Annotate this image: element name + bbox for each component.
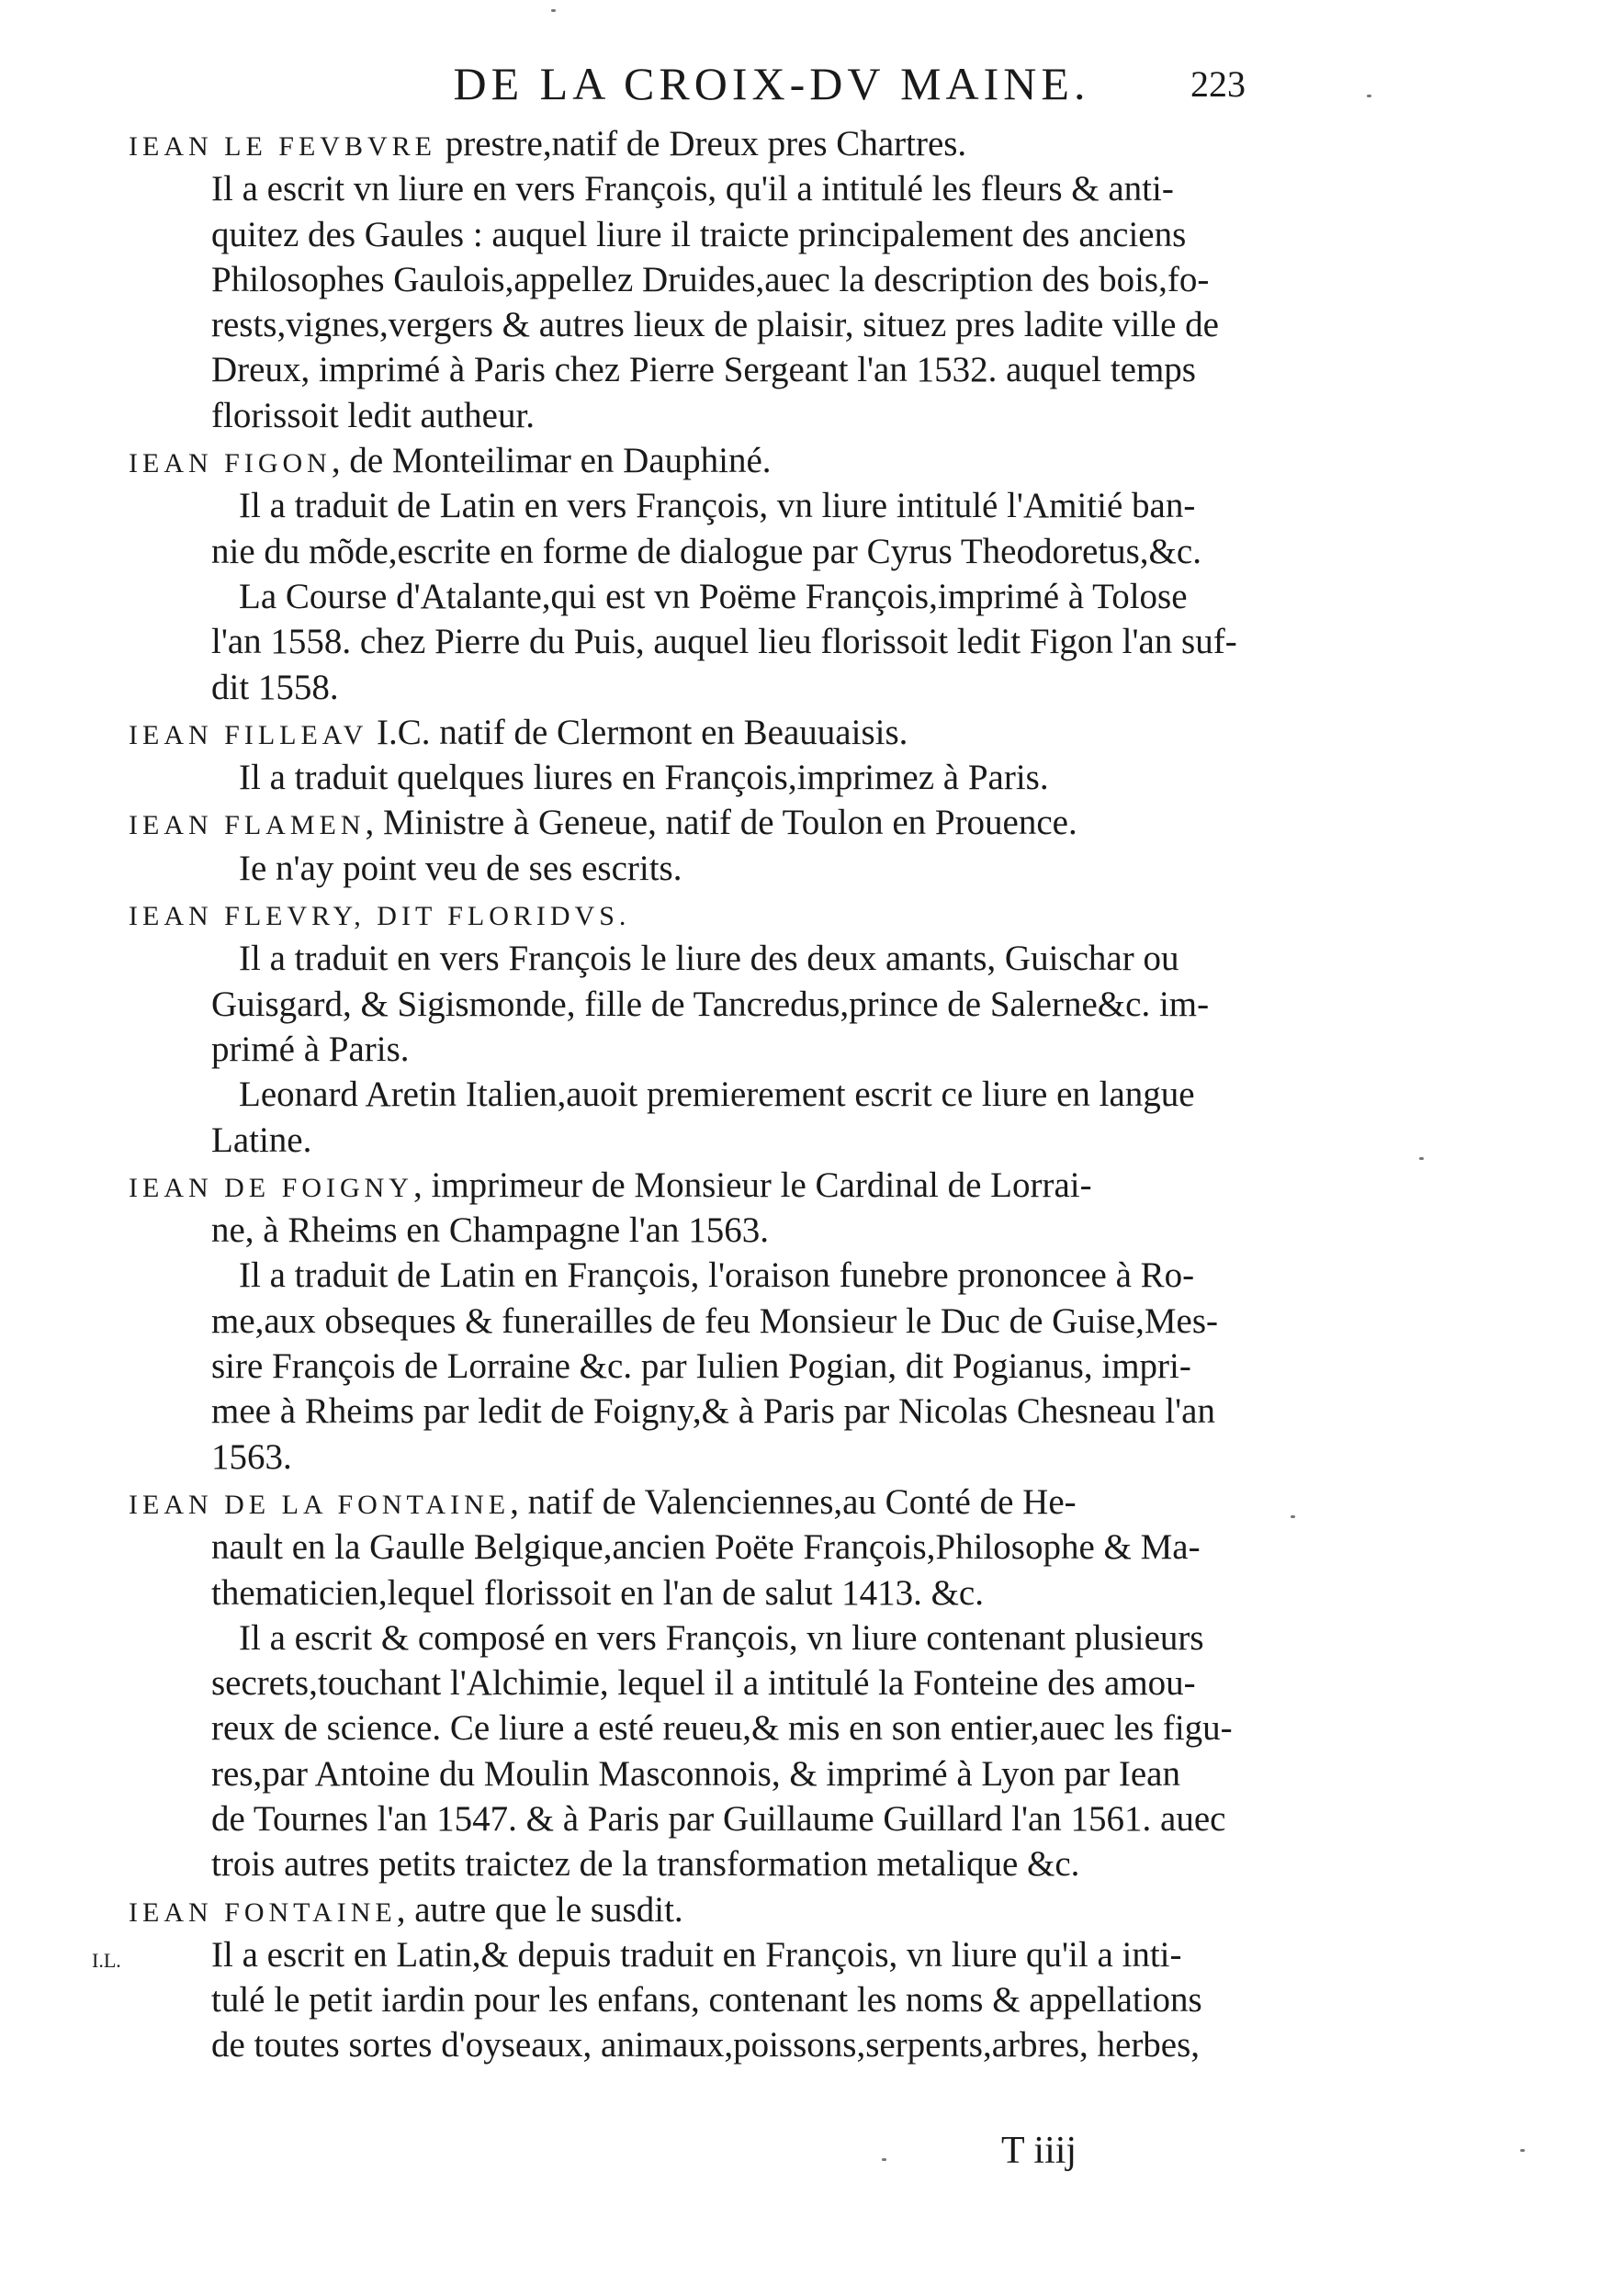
entry-line: Il a traduit quelques liures en François,imprimez à Paris.	[239, 758, 1049, 798]
scan-speck	[1419, 1157, 1424, 1160]
author-name: IEAN LE FEVBVRE	[129, 131, 436, 162]
entry-line: thematicien,lequel florissoit en l'an de salut 1413. &c.	[211, 1572, 984, 1613]
entry-line: Il a traduit en vers François le liure des deux amants, Guischar ou	[239, 939, 1179, 979]
entry-line: Dreux, imprimé à Paris chez Pierre Sergeant l'an 1532. auquel temps	[211, 350, 1196, 390]
page-number: 223	[1190, 63, 1246, 105]
entry-line: Guisgard, & Sigismonde, fille de Tancredus,prince de Salerne&c. im-	[211, 984, 1210, 1024]
scan-speck	[551, 9, 556, 12]
entry-line: rests,vignes,vergers & autres lieux de plaisir, situez pres ladite ville de	[211, 305, 1219, 345]
author-name: IEAN FONTAINE	[129, 1896, 397, 1928]
author-name: IEAN DE FOIGNY	[129, 1172, 413, 1203]
entry-heading	[129, 800, 1295, 845]
author-name: IEAN FLEVRY, DIT FLORIDVS.	[129, 901, 631, 932]
entry-line: nault en la Gaulle Belgique,ancien Poëte François,Philosophe & Ma-	[211, 1527, 1201, 1568]
entry-line: Il a traduit de Latin en François, l'oraison funebre prononcee à Ro-	[239, 1255, 1195, 1296]
entry-heading	[129, 1887, 1295, 1932]
entry-line: Il a escrit vn liure en vers François, qu'il a intitulé les fleurs & anti-	[211, 169, 1174, 209]
entry-line: tulé le petit iardin pour les enfans, contenant les noms & appellations	[211, 1980, 1202, 2020]
author-name: IEAN FLAMEN	[129, 810, 366, 841]
entry-line: l'an 1558. chez Pierre du Puis, auquel lieu florissoit ledit Figon l'an suf-	[211, 622, 1237, 662]
entry-line: Il a escrit & composé en vers François, vn liure contenant plusieurs	[239, 1617, 1204, 1658]
entry-line: mee à Rheims par ledit de Foigny,& à Paris par Nicolas Chesneau l'an	[211, 1391, 1215, 1432]
entry-line: Latine.	[211, 1120, 312, 1160]
author-intro: , de Monteilimar en Dauphiné.	[331, 441, 772, 481]
entry-heading	[129, 438, 1295, 483]
entry-line: res,par Antoine du Moulin Masconnois, & imprimé à Lyon par Iean	[211, 1753, 1180, 1794]
margin-mark: I.L.	[92, 1949, 121, 1972]
entry-line: reux de science. Ce liure a esté reueu,& mis en son entier,auec les figu-	[211, 1708, 1233, 1749]
entry-line: Ie n'ay point veu de ses escrits.	[239, 848, 682, 888]
entry-line: Il a traduit de Latin en vers François, vn liure intitulé l'Amitié ban-	[239, 486, 1196, 526]
entry-line: sire François de Lorraine &c. par Iulien Pogian, dit Pogianus, impri-	[211, 1346, 1191, 1387]
entry-line: Philosophes Gaulois,appellez Druides,auec la description des bois,fo-	[211, 259, 1210, 299]
author-intro: , imprimeur de Monsieur le Cardinal de Lorrai-	[412, 1165, 1092, 1205]
scan-speck	[882, 2158, 886, 2161]
entry-line: dit 1558.	[211, 667, 339, 707]
scan-speck	[1291, 1515, 1295, 1518]
author-intro: I.C. natif de Clermont en Beauuaisis.	[367, 712, 908, 752]
author-intro: , Ministre à Geneue, natif de Toulon en Prouence.	[365, 803, 1077, 843]
entry-line: 1563.	[211, 1436, 292, 1477]
entry-line: quitez des Gaules : auquel liure il traicte principalement des anciens	[211, 214, 1187, 254]
entry-line: Leonard Aretin Italien,auoit premierement escrit ce liure en langue	[239, 1075, 1195, 1115]
entry-heading	[129, 710, 1295, 755]
author-intro: , natif de Valenciennes,au Conté de He-	[510, 1481, 1077, 1522]
author-name: IEAN DE LA FONTAINE	[129, 1489, 511, 1520]
author-name: IEAN FILLEAV	[129, 719, 368, 750]
entry-line: de toutes sortes d'oyseaux, animaux,poissons,serpents,arbres, herbes,	[211, 2025, 1201, 2065]
author-name: IEAN FIGON	[129, 448, 332, 479]
running-title: DE LA CROIX-DV MAINE.	[453, 58, 1090, 109]
scan-speck	[1367, 95, 1371, 97]
author-intro: prestre,natif de Dreux pres Chartres.	[435, 124, 967, 163]
entry-line: Il a escrit en Latin,& depuis traduit en François, vn liure qu'il a inti-	[211, 1934, 1182, 1975]
entry-line: florissoit ledit autheur.	[211, 395, 536, 435]
entry-list	[129, 121, 1295, 2068]
entry-line: ne, à Rheims en Champagne l'an 1563.	[211, 1210, 770, 1251]
author-intro: , autre que le susdit.	[396, 1889, 683, 1930]
entry-line: trois autres petits traictez de la transformation metalique &c.	[211, 1844, 1080, 1885]
entry-line: me,aux obseques & funerailles de feu Monsieur le Duc de Guise,Mes-	[211, 1300, 1219, 1341]
signature-mark: T iiij	[1001, 2130, 1077, 2172]
entry-heading	[129, 1163, 1295, 1208]
entry-line: de Tournes l'an 1547. & à Paris par Guillaume Guillard l'an 1561. auec	[211, 1798, 1226, 1839]
entry-heading	[129, 1480, 1295, 1525]
entry-line: nie du mõde,escrite en forme de dialogue par Cyrus Theodoretus,&c.	[211, 531, 1201, 571]
entry-line: primé à Paris.	[211, 1029, 410, 1069]
entry-heading	[129, 891, 1295, 936]
entry-line: La Course d'Atalante,qui est vn Poëme François,imprimé à Tolose	[239, 576, 1188, 616]
entry-line: secrets,touchant l'Alchimie, lequel il a intitulé la Fonteine des amou-	[211, 1663, 1196, 1704]
entry-heading	[129, 121, 1295, 166]
scan-speck	[1520, 2149, 1525, 2152]
